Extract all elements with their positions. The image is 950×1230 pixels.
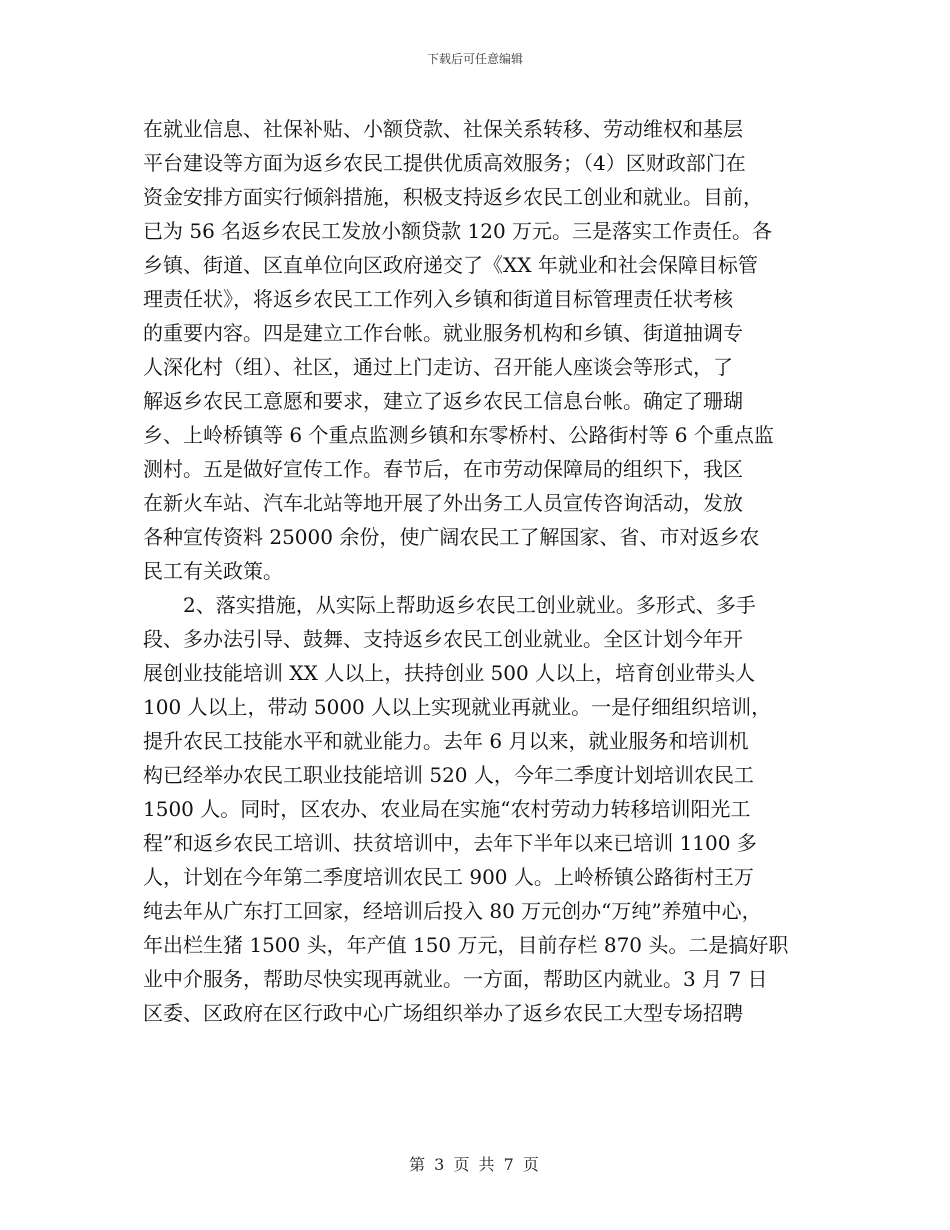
text-line: 人深化村（组）、社区，通过上门走访、召开能人座谈会等形式，了 xyxy=(143,355,733,379)
text-line: 各种宣传资料 25000 余份，使广阔农民工了解国家、省、市对返乡农 xyxy=(143,525,760,549)
text-line: 的重要内容。四是建立工作台帐。就业服务机构和乡镇、街道抽调专 xyxy=(143,321,743,345)
text-line: 解返乡农民工意愿和要求，建立了返乡农民工信息台帐。确定了珊瑚 xyxy=(143,389,743,413)
text-line: 年出栏生猪 1500 头，年产值 150 万元，目前存栏 870 头。二是搞好职 xyxy=(143,933,789,957)
document-body xyxy=(143,112,807,1030)
text-line: 已为 56 名返乡农民工发放小额贷款 120 万元。三是落实工作责任。各 xyxy=(143,219,773,243)
text-line: 资金安排方面实行倾斜措施，积极支持返乡农民工创业和就业。目前， xyxy=(143,185,763,209)
page-number: 第 3 页 共 7 页 xyxy=(409,1155,541,1174)
text-line: 测村。五是做好宣传工作。春节后，在市劳动保障局的组织下，我区 xyxy=(143,457,743,481)
text-line: 理责任状》，将返乡农民工工作列入乡镇和街道目标管理责任状考核 xyxy=(143,287,733,311)
text-line: 程”和返乡农民工培训、扶贫培训中，去年下半年以来已培训 1100 多 xyxy=(143,831,757,855)
text-line: 纯去年从广东打工回家，经培训后投入 80 万元创办“万纯”养殖中心， xyxy=(143,899,762,923)
paragraph-start-line: 2、落实措施，从实际上帮助返乡农民工创业就业。多形式、多手 xyxy=(143,593,756,617)
text-line: 乡镇、街道、区直单位向区政府递交了《XX 年就业和社会保障目标管 xyxy=(143,253,758,277)
text-line: 在就业信息、社保补贴、小额贷款、社保关系转移、劳动维权和基层 xyxy=(143,117,743,141)
text-line: 1500 人。同时，区农办、农业局在实施“农村劳动力转移培训阳光工 xyxy=(143,797,751,821)
text-line: 段、多办法引导、鼓舞、支持返乡农民工创业就业。全区计划今年开 xyxy=(143,627,743,651)
text-line: 业中介服务，帮助尽快实现再就业。一方面，帮助区内就业。3 月 7 日 xyxy=(143,967,768,991)
text-line: 民工有关政策。 xyxy=(143,559,283,583)
text-line: 构已经举办农民工职业技能培训 520 人，今年二季度计划培训农民工 xyxy=(143,763,754,787)
text-line: 100 人以上，带动 5000 人以上实现就业再就业。一是仔细组织培训， xyxy=(143,695,772,719)
text-line: 提升农民工技能水平和就业能力。去年 6 月以来，就业服务和培训机 xyxy=(143,729,749,753)
text-line: 乡、上岭桥镇等 6 个重点监测乡镇和东零桥村、公路街村等 6 个重点监 xyxy=(143,423,774,447)
text-line: 展创业技能培训 XX 人以上，扶持创业 500 人以上，培育创业带头人 xyxy=(143,661,756,685)
text-line: 在新火车站、汽车北站等地开展了外出务工人员宣传咨询活动，发放 xyxy=(143,491,743,515)
text-line: 平台建设等方面为返乡农民工提供优质高效服务；（4）区财政部门在 xyxy=(143,151,746,175)
text-line: 区委、区政府在区行政中心广场组织举办了返乡农民工大型专场招聘 xyxy=(143,1001,743,1025)
text-line: 人，计划在今年第二季度培训农民工 900 人。上岭桥镇公路街村王万 xyxy=(143,865,754,889)
page-header-note: 下载后可任意编辑 xyxy=(426,52,523,66)
